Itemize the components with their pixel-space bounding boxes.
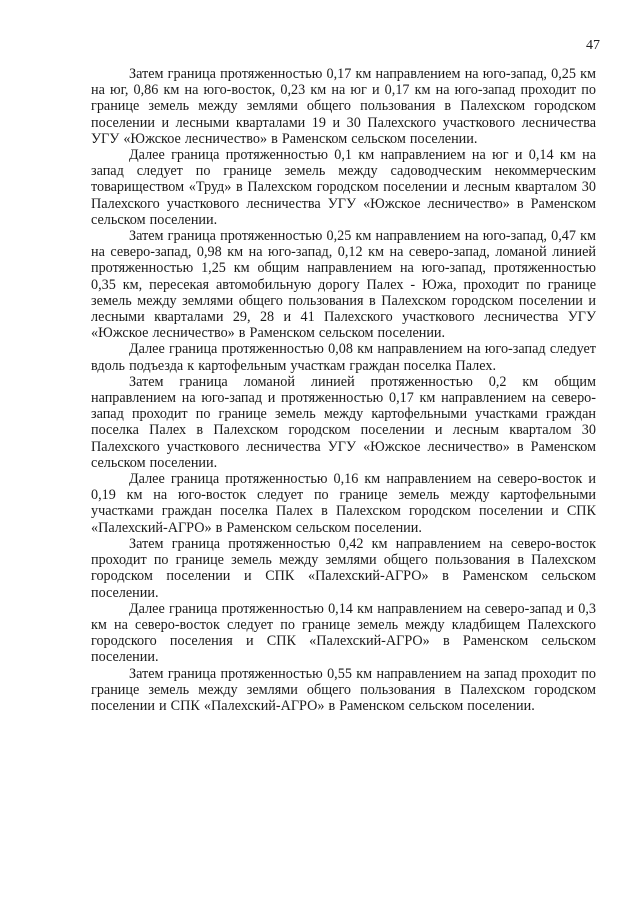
paragraph: Далее граница протяженностью 0,14 км направлением на северо-запад и 0,3 км на северо-восток следует по границе земель между кладбищем Палехского городского поселения и СПК «Палехский-АГРО» в Раменском сельском поселении. [91,600,596,666]
paragraph: Далее граница протяженностью 0,1 км направлением на юг и 0,14 км на запад следует по границе земель между садоводческим некоммерческим товариществом «Труд» в Палехском городском поселении и лесным кварталом 30 Палехского участкового лесничества УГУ «Южское лесничество» в Раменском сельском поселении. [91,147,596,228]
paragraph: Затем граница протяженностью 0,17 км направлением на юго-запад, 0,25 км на юг, 0,86 км на юго-восток, 0,23 км на юг и 0,17 км на юго-запад проходит по границе земель между землями общего пользования в Палехском городском поселении и лесными кварталами 19 и 30 Палехского участкового лесничества УГУ «Южское лесничество» в Раменском сельском поселении. [91,66,596,147]
paragraph: Далее граница протяженностью 0,08 км направлением на юго-запад следует вдоль подъезда к картофельным участкам граждан поселка Палех. [91,341,596,374]
paragraph: Затем граница ломаной линией протяженностью 0,2 км общим направлением на юго-запад и протяженностью 0,17 км направлением на северо-запад проходит по границе земель между картофельными участками граждан поселка Палех в Палехском городском поселении и лесным кварталом 30 Палехского участкового лесничества УГУ «Южское лесничество» в Раменском сельском поселении. [91,373,596,471]
page-number: 47 [586,38,600,53]
paragraph: Затем граница протяженностью 0,42 км направлением на северо-восток проходит по границе земель между землями общего пользования в Палехском городском поселении и СПК «Палехский-АГРО» в Раменском сельском поселении. [91,535,596,601]
paragraph: Затем граница протяженностью 0,55 км направлением на запад проходит по границе земель между землями общего пользования в Палехском городском поселении и СПК «Палехский-АГРО» в Раменском сельском поселении. [91,665,596,714]
body-text [91,66,596,714]
paragraph: Далее граница протяженностью 0,16 км направлением на северо-восток и 0,19 км на юго-восток следует по границе земель между картофельными участками граждан поселка Палех в Палехском городском поселении и СПК «Палехский-АГРО» в Раменском сельском поселении. [91,471,596,536]
paragraph: Затем граница протяженностью 0,25 км направлением на юго-запад, 0,47 км на северо-запад, 0,98 км на юго-запад, 0,12 км на северо-запад, ломаной линией протяженностью 1,25 км общим направлением на юго-запад, протяженностью 0,35 км, пересекая автомобильную дорогу Палех - Южа, проходит по границе земель между землями общего пользования в Палехском городском поселении и лесными кварталами 29, 28 и 41 Палехского участкового лесничества УГУ «Южское лесничество» в Раменском сельском поселении. [91,228,596,342]
